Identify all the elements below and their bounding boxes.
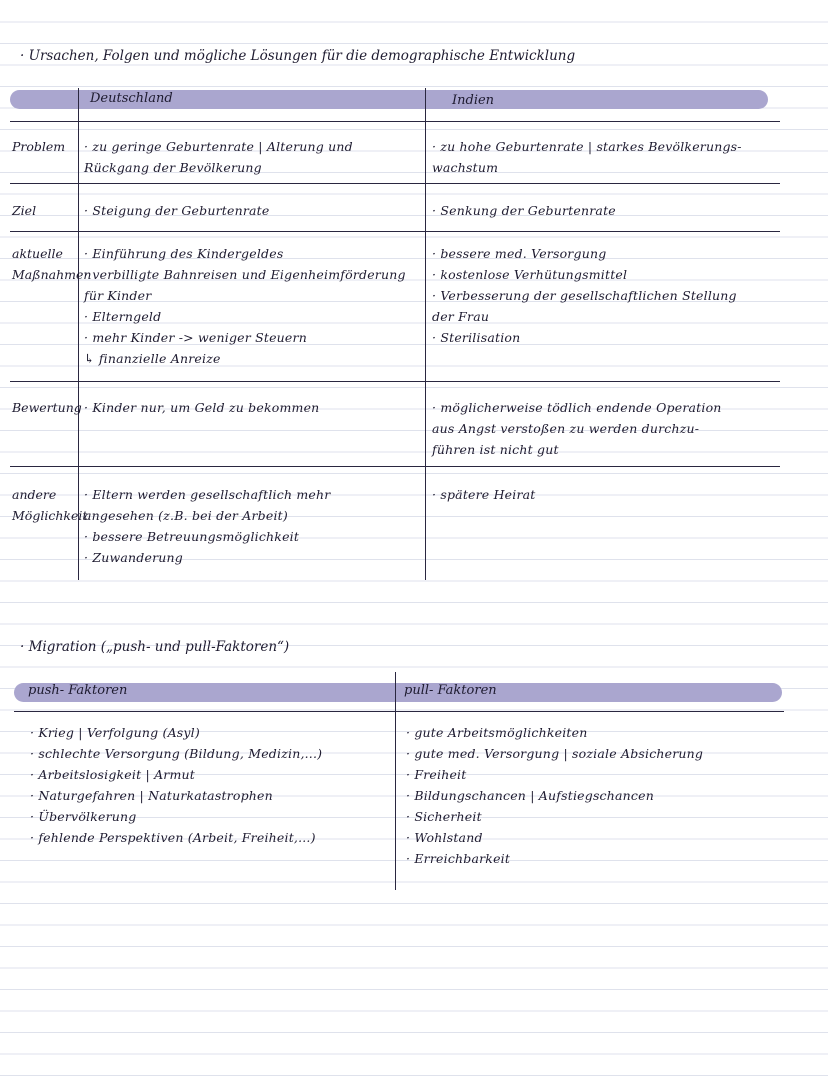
section-title-migration: · Migration („push- und pull-Faktoren“) [20, 639, 290, 655]
table-rule [10, 381, 780, 382]
list-item: · gute med. Versorgung | soziale Absicherung [406, 746, 704, 761]
germany-andere-moeglichkeit: · Eltern werden gesellschaftlich mehr angesehen (z.B. bei der Arbeit) · bessere Betreuungsmöglichkeit · Zuwanderung [84, 487, 331, 565]
column-header-pull: pull- Faktoren [404, 683, 497, 698]
row-label-problem: Problem [12, 139, 66, 154]
list-item: · Wohlstand [406, 830, 483, 845]
table-rule [10, 231, 780, 232]
list-item: · Krieg | Verfolgung (Asyl) [30, 725, 200, 740]
list-item: · fehlende Perspektiven (Arbeit, Freiheit,...) [30, 830, 316, 845]
column-header-germany: Deutschland [90, 91, 173, 106]
list-item: · schlechte Versorgung (Bildung, Medizin,...) [30, 746, 323, 761]
list-item: · Bildungschancen | Aufstiegschancen [406, 788, 654, 803]
pull-factors-list [406, 722, 703, 869]
list-item: · gute Arbeitsmöglichkeiten [406, 725, 588, 740]
row-label-bewertung: Bewertung [12, 400, 82, 415]
table-column-divider [395, 672, 396, 890]
table-rule [10, 466, 780, 467]
push-factors-list [30, 722, 322, 848]
table-rule [14, 711, 784, 712]
table-rule [10, 183, 780, 184]
list-item: · Übervölkerung [30, 809, 137, 824]
list-item: · Erreichbarkeit [406, 851, 511, 866]
list-item: · Arbeitslosigkeit | Armut [30, 767, 196, 782]
table-column-divider [425, 88, 426, 580]
germany-massnahmen: · Einführung des Kindergeldes · verbilligte Bahnreisen und Eigenheimförderung für Kinder · Elterngeld · mehr Kinder -> weniger Steuern ↳ finanzielle Anreize [84, 246, 406, 366]
germany-bewertung: · Kinder nur, um Geld zu bekommen [84, 400, 320, 415]
header-band [14, 683, 782, 702]
india-ziel: · Senkung der Geburtenrate [432, 203, 616, 218]
row-label-massnahmen: aktuelle Maßnahmen [12, 246, 92, 282]
column-header-india: Indien [452, 93, 495, 108]
germany-problem: · zu geringe Geburtenrate | Alterung und Rückgang der Bevölkerung [84, 139, 353, 175]
india-bewertung: · möglicherweise tödlich endende Operation aus Angst verstoßen zu werden durchzu- führen ist nicht gut [432, 400, 722, 457]
section-title-demography: · Ursachen, Folgen und mögliche Lösungen für die demographische Entwicklung [20, 48, 576, 64]
germany-ziel: · Steigung der Geburtenrate [84, 203, 270, 218]
column-header-push: push- Faktoren [28, 683, 128, 698]
row-label-ziel: Ziel [12, 203, 37, 218]
india-andere-moeglichkeit: · spätere Heirat [432, 487, 536, 502]
row-label-andere-moeglichkeit: andere Möglichkeit [12, 487, 88, 523]
table-rule [10, 121, 780, 122]
list-item: · Naturgefahren | Naturkatastrophen [30, 788, 273, 803]
list-item: · Sicherheit [406, 809, 482, 824]
india-problem: · zu hohe Geburtenrate | starkes Bevölkerungs- wachstum [432, 139, 742, 175]
india-massnahmen: · bessere med. Versorgung · kostenlose Verhütungsmittel · Verbesserung der gesellschaftlichen Stellung der Frau · Sterilisation [432, 246, 737, 345]
list-item: · Freiheit [406, 767, 467, 782]
